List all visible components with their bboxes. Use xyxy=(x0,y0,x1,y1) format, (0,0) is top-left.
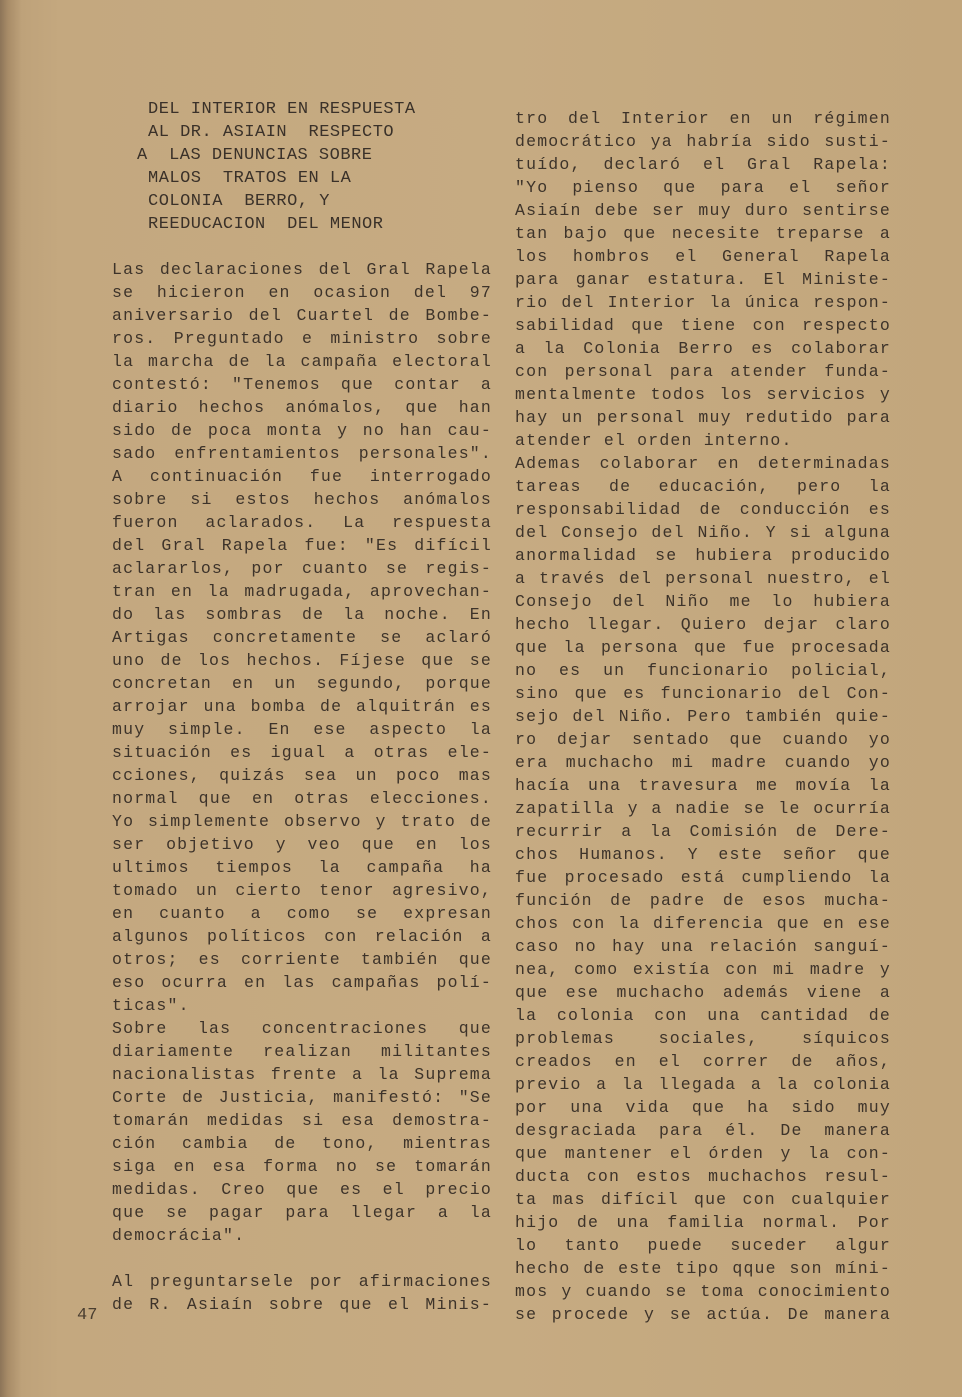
text-line: del Gral Rapela fue: "Es difícil xyxy=(112,536,492,555)
text-line: lo tanto puede suceder algur xyxy=(515,1236,891,1255)
heading-line: DEL INTERIOR EN RESPUESTA xyxy=(148,100,416,119)
text-line: Corte de Justicia, manifestó: "Se xyxy=(112,1088,492,1107)
text-line: desgraciada para él. De manera xyxy=(515,1121,891,1140)
text-line: los hombros el General Rapela xyxy=(515,247,891,266)
text-line: do las sombras de la noche. En xyxy=(112,605,492,624)
text-line: sido de poca monta y no han cau- xyxy=(112,421,492,440)
text-line: del Consejo del Niño. Y si alguna xyxy=(515,523,891,542)
text-line: fueron aclarados. La respuesta xyxy=(112,513,492,532)
text-line: arrojar una bomba de alquitrán es xyxy=(112,697,492,716)
text-line: ta mas difícil que con cualquier xyxy=(515,1190,891,1209)
left-column-text xyxy=(112,258,492,1316)
text-line: otros; es corriente también que xyxy=(112,950,492,969)
text-line: sino que es funcionario del Con- xyxy=(515,684,891,703)
page-number: 47 xyxy=(77,1306,98,1325)
text-line: ser objetivo y veo que en los xyxy=(112,835,492,854)
text-line: muy simple. En ese aspecto la xyxy=(112,720,492,739)
text-line: fue procesado está cumpliendo la xyxy=(515,868,891,887)
text-line: tareas de educación, pero la xyxy=(515,477,891,496)
heading-line: COLONIA BERRO, Y xyxy=(148,192,330,211)
text-line: diario hechos anómalos, que han xyxy=(112,398,492,417)
text-line: medidas. Creo que es el precio xyxy=(112,1180,492,1199)
text-line: creados en el correr de años, xyxy=(515,1052,891,1071)
text-line: Yo simplemente observo y trato de xyxy=(112,812,492,831)
article-heading xyxy=(137,98,416,236)
text-line: normal que en otras elecciones. xyxy=(112,789,492,808)
text-line: sobre si estos hechos anómalos xyxy=(112,490,492,509)
text-line: previo a la llegada a la colonia xyxy=(515,1075,891,1094)
text-line: ducta con estos muchachos resul- xyxy=(515,1167,891,1186)
text-line: algunos políticos con relación a xyxy=(112,927,492,946)
text-line: ción cambia de tono, mientras xyxy=(112,1134,492,1153)
text-line: hay un personal muy redutido para xyxy=(515,408,891,427)
text-line: cciones, quizás sea un poco mas xyxy=(112,766,492,785)
text-line: contestó: "Tenemos que contar a xyxy=(112,375,492,394)
text-line: la colonia con una cantidad de xyxy=(515,1006,891,1025)
text-line: sejo del Niño. Pero también quie- xyxy=(515,707,891,726)
text-line: la marcha de la campaña electoral xyxy=(112,352,492,371)
text-line: se hicieron en ocasion del 97 xyxy=(112,283,492,302)
text-line: aniversario del Cuartel de Bombe- xyxy=(112,306,492,325)
text-line: situación es igual a otras ele- xyxy=(112,743,492,762)
text-line: Sobre las concentraciones que xyxy=(112,1019,492,1038)
text-line: A continuación fue interrogado xyxy=(112,467,492,486)
text-line: ro dejar sentado que cuando yo xyxy=(515,730,891,749)
text-line: chos Humanos. Y este señor que xyxy=(515,845,891,864)
text-line: ros. Preguntado e ministro sobre xyxy=(112,329,492,348)
text-line: sado enfrentamientos personales". xyxy=(112,444,492,463)
text-line: que ese muchacho además viene a xyxy=(515,983,891,1002)
text-line: democrácia". xyxy=(112,1226,246,1245)
text-line: a través del personal nuestro, el xyxy=(515,569,891,588)
text-line: aclararlos, por cuanto se regis- xyxy=(112,559,492,578)
text-line: mentalmente todos los servicios y xyxy=(515,385,891,404)
text-line: se procede y se actúa. De manera xyxy=(515,1305,891,1324)
text-line: mos y cuando se toma conocimiento xyxy=(515,1282,891,1301)
text-line: en cuanto a como se expresan xyxy=(112,904,492,923)
text-line: Asiaín debe ser muy duro sentirse xyxy=(515,201,891,220)
text-line: zapatilla y a nadie se le ocurría xyxy=(515,799,891,818)
text-line: Artigas concretamente se aclaró xyxy=(112,628,492,647)
text-line: Al preguntarsele por afirmaciones xyxy=(112,1272,492,1291)
text-line: ultimos tiempos la campaña ha xyxy=(112,858,492,877)
text-line: por una vida que ha sido muy xyxy=(515,1098,891,1117)
text-line: democrático ya habría sido susti- xyxy=(515,132,891,151)
text-line: anormalidad se hubiera producido xyxy=(515,546,891,565)
text-line: hacía una travesura me movía la xyxy=(515,776,891,795)
text-line: de R. Asiaín sobre que el Minis- xyxy=(112,1295,492,1314)
text-line: para ganar estatura. El Ministe- xyxy=(515,270,891,289)
text-line: función de padre de esos mucha- xyxy=(515,891,891,910)
text-line: que la persona que fue procesada xyxy=(515,638,891,657)
text-line: tomarán medidas si esa demostra- xyxy=(112,1111,492,1130)
text-line: tan bajo que necesite treparse a xyxy=(515,224,891,243)
text-line: diariamente realizan militantes xyxy=(112,1042,492,1061)
text-line: recurrir a la Comisión de Dere- xyxy=(515,822,891,841)
text-line: Ademas colaborar en determinadas xyxy=(515,454,891,473)
text-line: caso no hay una relación sanguí- xyxy=(515,937,891,956)
text-line: era muchacho mi madre cuando yo xyxy=(515,753,891,772)
text-line: hecho llegar. Quiero dejar claro xyxy=(515,615,891,634)
text-line: eso ocurra en las campañas polí- xyxy=(112,973,492,992)
right-column-text xyxy=(515,107,891,1326)
text-line: nea, como existía con mi madre y xyxy=(515,960,891,979)
text-line: problemas sociales, síquicos xyxy=(515,1029,891,1048)
heading-line: A LAS DENUNCIAS SOBRE xyxy=(137,146,373,165)
text-line: que se pagar para llegar a la xyxy=(112,1203,492,1222)
text-line: con personal para atender funda- xyxy=(515,362,891,381)
text-line: siga en esa forma no se tomarán xyxy=(112,1157,492,1176)
text-line: tomado un cierto tenor agresivo, xyxy=(112,881,492,900)
text-line: concretan en un segundo, porque xyxy=(112,674,492,693)
text-line: hijo de una familia normal. Por xyxy=(515,1213,891,1232)
heading-line: REEDUCACION DEL MENOR xyxy=(148,215,384,234)
text-line: nacionalistas frente a la Suprema xyxy=(112,1065,492,1084)
text-line: ticas". xyxy=(112,996,190,1015)
text-line: que mantener el órden y la con- xyxy=(515,1144,891,1163)
text-line: a la Colonia Berro es colaborar xyxy=(515,339,891,358)
text-line: responsabilidad de conducción es xyxy=(515,500,891,519)
text-line: sabilidad que tiene con respecto xyxy=(515,316,891,335)
text-line: Consejo del Niño me lo hubiera xyxy=(515,592,891,611)
text-line: atender el orden interno. xyxy=(515,431,793,450)
text-line xyxy=(112,1247,492,1270)
text-line: no es un funcionario policial, xyxy=(515,661,891,680)
text-line: tro del Interior en un régimen xyxy=(515,109,891,128)
text-line: hecho de este tipo qque son míni- xyxy=(515,1259,891,1278)
text-line: chos con la diferencia que en ese xyxy=(515,914,891,933)
heading-line: MALOS TRATOS EN LA xyxy=(148,169,352,188)
text-line: "Yo pienso que para el señor xyxy=(515,178,891,197)
text-line: rio del Interior la única respon- xyxy=(515,293,891,312)
text-line: tuído, declaró el Gral Rapela: xyxy=(515,155,891,174)
heading-line: AL DR. ASIAIN RESPECTO xyxy=(148,123,395,142)
text-line: uno de los hechos. Fíjese que se xyxy=(112,651,492,670)
text-line: Las declaraciones del Gral Rapela xyxy=(112,260,492,279)
text-line: tran en la madrugada, aprovechan- xyxy=(112,582,492,601)
